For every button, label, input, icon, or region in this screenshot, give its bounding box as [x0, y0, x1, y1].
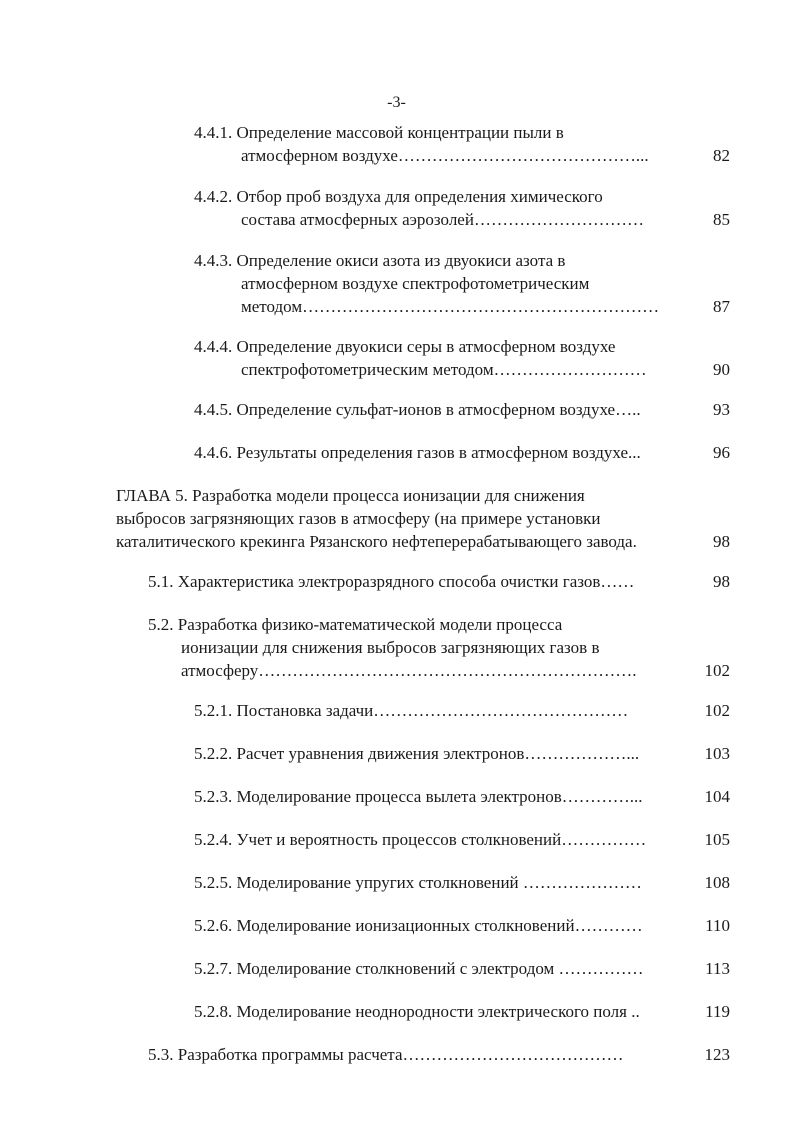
toc-page-number: 93	[713, 400, 730, 419]
toc-page-number: 102	[704, 661, 730, 680]
toc-entry-title: 5.2.3. Моделирование процесса вылета электронов…………...	[194, 787, 643, 806]
toc-entry-title: 5.3. Разработка программы расчета…………………………………	[148, 1045, 624, 1064]
toc-entry-4-4-2	[194, 185, 730, 231]
toc-page-number: 104	[704, 787, 730, 806]
toc-entry-title: 5.2.4. Учет и вероятность процессов столкновений……………	[194, 830, 647, 849]
toc-page-number: 85	[713, 210, 730, 229]
toc-page-number: 103	[704, 744, 730, 763]
toc-entry-title: 5.2.2. Расчет уравнения движения электронов………………...	[194, 744, 640, 763]
toc-entry-4-4-1	[194, 121, 730, 167]
toc-entry-title: 5.2. Разработка физико-математической модели процесса	[148, 615, 563, 634]
toc-entry-5-2-4	[194, 828, 730, 851]
toc-entry-5-2-3	[194, 785, 730, 808]
toc-page-number: 113	[705, 959, 730, 978]
toc-entry-title-cont: состава атмосферных аэрозолей…………………………	[241, 210, 644, 229]
toc-entry-5-3	[148, 1043, 730, 1066]
toc-entry-title: 5.1. Характеристика электроразрядного способа очистки газов……	[148, 572, 635, 591]
toc-entry-4-4-3	[194, 249, 730, 318]
toc-entry-4-4-5	[194, 398, 730, 421]
toc-entry-title-cont: выбросов загрязняющих газов в атмосферу (на примере установки	[116, 509, 601, 528]
toc-entry-title: 5.2.5. Моделирование упругих столкновений …………………	[194, 873, 642, 892]
toc-page-number: 123	[704, 1045, 730, 1064]
toc-entry-5-2-6	[194, 914, 730, 937]
toc-entry-5-2-1	[194, 699, 730, 722]
toc-page-number: 110	[705, 916, 730, 935]
toc-entry-title-cont: методом………………………………………………………	[241, 297, 660, 316]
toc-entry-title: 4.4.6. Результаты определения газов в атмосферном воздухе...	[194, 443, 641, 462]
toc-entry-title-cont: спектрофотометрическим методом………………………	[241, 360, 647, 379]
toc-entry-5-2-2	[194, 742, 730, 765]
toc-entry-title-cont: каталитического крекинга Рязанского нефтеперерабатывающего завода.	[116, 532, 637, 551]
toc-entry-title: 4.4.5. Определение сульфат-ионов в атмосферном воздухе…..	[194, 400, 641, 419]
toc-page-number: 96	[713, 443, 730, 462]
toc-entry-title-cont: ионизации для снижения выбросов загрязняющих газов в	[181, 638, 600, 657]
toc-page-number: 119	[705, 1002, 730, 1021]
toc-entry-title: 4.4.1. Определение массовой концентрации пыли в	[194, 123, 564, 142]
toc-page-number: 98	[713, 572, 730, 591]
toc-page-number: 82	[713, 146, 730, 165]
toc-page-number: 105	[704, 830, 730, 849]
toc-entry-title: 4.4.3. Определение окиси азота из двуокиси азота в	[194, 251, 566, 270]
toc-page-number: 90	[713, 360, 730, 379]
page-number: -3-	[387, 94, 406, 111]
toc-entry-title: ГЛАВА 5. Разработка модели процесса ионизации для снижения	[116, 486, 585, 505]
toc-entry-title: 5.2.1. Постановка задачи………………………………………	[194, 701, 629, 720]
toc-entry-5-2	[148, 613, 730, 682]
toc-entry-title: 4.4.2. Отбор проб воздуха для определения химического	[194, 187, 603, 206]
toc-entry-5-2-5	[194, 871, 730, 894]
toc-entry-title-cont: атмосферном воздухе спектрофотометрическим	[241, 274, 590, 293]
toc-entry-5-2-7	[194, 957, 730, 980]
toc-page-number: 102	[704, 701, 730, 720]
toc-page-number: 87	[713, 297, 730, 316]
toc-entry-title: 5.2.8. Моделирование неоднородности электрического поля ..	[194, 1002, 640, 1021]
toc-entry-5-2-8	[194, 1000, 730, 1023]
toc-entry-title-cont: атмосферном воздухе……………………………………...	[241, 146, 649, 165]
toc-chapter-5	[116, 484, 730, 553]
toc-entry-title-cont: атмосферу………………………………………………………….	[181, 661, 637, 680]
toc-entry-title: 5.2.6. Моделирование ионизационных столкновений…………	[194, 916, 643, 935]
toc-entry-title: 4.4.4. Определение двуокиси серы в атмосферном воздухе	[194, 337, 616, 356]
toc-page-number: 98	[713, 532, 730, 551]
toc-entry-4-4-4	[194, 335, 730, 381]
toc-entry-title: 5.2.7. Моделирование столкновений с электродом ……………	[194, 959, 644, 978]
toc-entry-4-4-6	[194, 441, 730, 464]
toc-page-number: 108	[704, 873, 730, 892]
toc-entry-5-1	[148, 570, 730, 593]
